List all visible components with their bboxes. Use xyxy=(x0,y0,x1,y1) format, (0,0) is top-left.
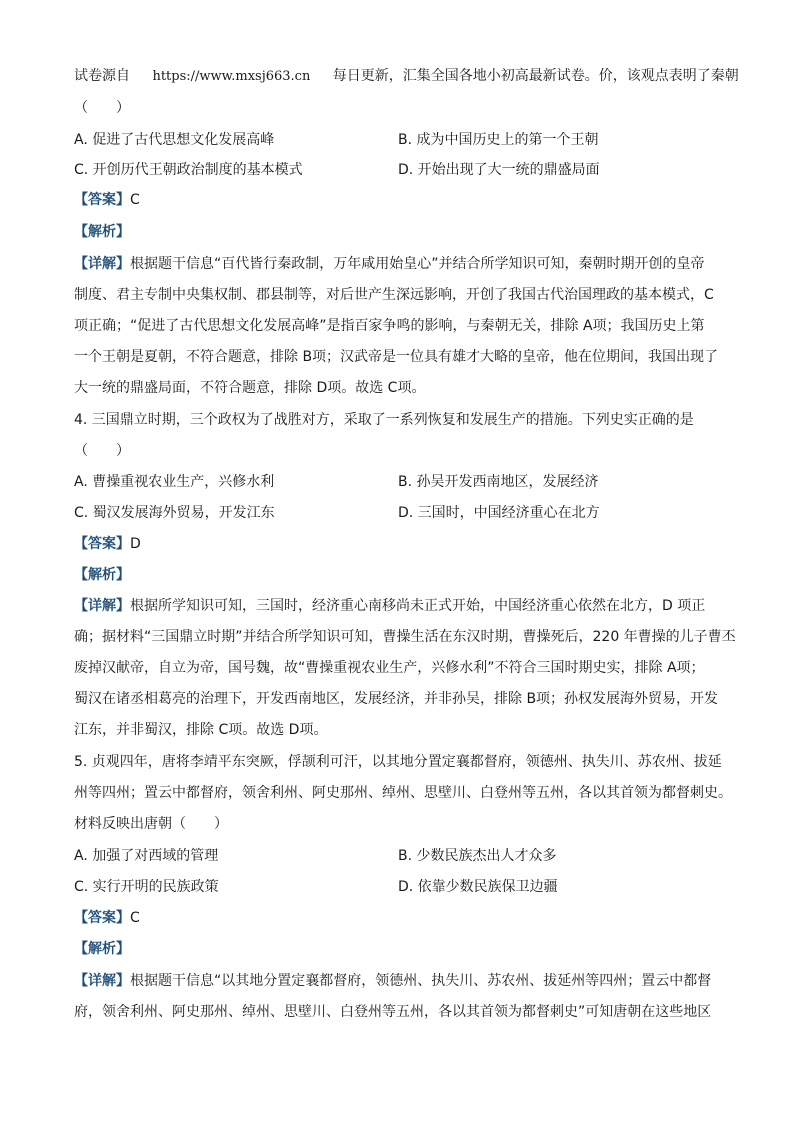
q5-answer xyxy=(74,908,140,928)
q4-detail-line: 江东，并非蜀汉，排除 C项。故选 D项。 xyxy=(74,722,328,738)
q4-answer-label: 【答案】 xyxy=(74,536,130,552)
q5-option-a: A. 加强了对西域的管理 xyxy=(74,848,219,864)
q3-option-a: A. 促进了古代思想文化发展高峰 xyxy=(74,132,275,148)
q4-option-d: D. 三国时，中国经济重心在北方 xyxy=(398,505,600,521)
q5-stem xyxy=(74,752,732,845)
q5-detail-label: 【详解】 xyxy=(74,973,130,989)
q5-option-c: C. 实行开明的民族政策 xyxy=(74,879,219,895)
q3-detail-line: 制度、君主专制中央集权制、郡县制等，对后世产生深远影响，开创了我国古代治国理政的基本模式，C xyxy=(74,287,714,303)
q4-analysis xyxy=(74,565,130,585)
q3-paren: （ ） xyxy=(74,100,130,116)
q5-detail-line: 府，领舍利州、阿史那州、绰州、思壁川、白登州等五州，各以其首领为都督刺史”可知唐朝在这些地区 xyxy=(74,1004,712,1020)
q3-detail xyxy=(74,254,724,409)
q3-answer-value: C xyxy=(130,192,140,208)
source-header xyxy=(74,66,739,87)
q5-analysis xyxy=(74,939,130,959)
q5-option-d: D. 依靠少数民族保卫边疆 xyxy=(398,879,558,895)
q5-option-b: B. 少数民族杰出人才众多 xyxy=(398,848,557,864)
source-url[interactable]: https://www.mxsj663.cn xyxy=(152,69,311,84)
q3-analysis xyxy=(74,222,130,242)
q4-stem: 4. 三国鼎立时期，三个政权为了战胜对方，采取了一系列恢复和发展生产的措施。下列史实正确的是 xyxy=(74,412,694,428)
q3-analysis-label: 【解析】 xyxy=(74,224,130,240)
q3-answer-label: 【答案】 xyxy=(74,192,130,208)
q4-detail-line: 废掉汉献帝，自立为帝，国号魏，故“曹操重视农业生产，兴修水利”不符合三国时期史实，排除 A项； xyxy=(74,660,705,676)
q3-detail-line: 【详解】根据题干信息“百代皆行秦政制，万年咸用始皇心”并结合所学知识可知，秦朝时期开创的皇帝 xyxy=(74,256,705,272)
q3-option-c: C. 开创历代王朝政治制度的基本模式 xyxy=(74,162,303,178)
q5-detail xyxy=(74,971,724,1033)
q5-analysis-label: 【解析】 xyxy=(74,941,130,957)
q4-analysis-label: 【解析】 xyxy=(74,567,130,583)
q4-answer xyxy=(74,534,141,554)
q5-stem-line: 5. 贞观四年，唐将李靖平东突厥，俘颉利可汗，以其地分置定襄都督府，领德州、执失川、苏农州、拔延 xyxy=(74,754,722,770)
header-tail: 每日更新，汇集全国各地小初高最新试卷。价，该观点表明了秦朝 xyxy=(332,68,739,84)
q3-detail-label: 【详解】 xyxy=(74,256,130,272)
q5-answer-label: 【答案】 xyxy=(74,910,130,926)
q4-detail-line: 蜀汉在诸丞相葛亮的治理下，开发西南地区，发展经济，并非孙吴，排除 B项；孙权发展海外贸易，开发 xyxy=(74,691,719,707)
q3-detail-line: 一个王朝是夏朝，不符合题意，排除 B项；汉武帝是一位具有雄才大略的皇帝，他在位期间，我国出现了 xyxy=(74,349,719,365)
q5-detail-line: 【详解】根据题干信息“以其地分置定襄都督府，领德州、执失川、苏农州、拔延州等四州；置云中都督 xyxy=(74,973,712,989)
q5-stem-line: 材料反映出唐朝（ ） xyxy=(74,816,228,832)
q3-detail-line: 项正确；“促进了古代思想文化发展高峰”是指百家争鸣的影响，与秦朝无关，排除 A项；我国历史上第 xyxy=(74,318,705,334)
q4-answer-value: D xyxy=(130,536,141,552)
q4-option-b: B. 孙吴开发西南地区，发展经济 xyxy=(398,474,599,490)
q4-detail-label: 【详解】 xyxy=(74,598,130,614)
q4-paren: （ ） xyxy=(74,443,130,459)
q4-option-a: A. 曹操重视农业生产，兴修水利 xyxy=(74,474,275,490)
q3-detail-line: 大一统的鼎盛局面，不符合题意，排除 D项。故选 C项。 xyxy=(74,380,426,396)
q3-answer xyxy=(74,190,140,210)
q4-detail-line: 确；据材料“三国鼎立时期”并结合所学知识可知，曹操生活在东汉时期，曹操死后，220 年曹操的儿子曹丕 xyxy=(74,629,736,645)
q4-detail-line: 【详解】根据所学知识可知，三国时，经济重心南移尚未正式开始，中国经济重心依然在北方，D 项正 xyxy=(74,598,706,614)
q3-option-d: D. 开始出现了大一统的鼎盛局面 xyxy=(398,162,600,178)
q5-stem-line: 州等四州；置云中都督府，领舍利州、阿史那州、绰州、思壁川、白登州等五州，各以其首领为都督刺史。 xyxy=(74,785,732,801)
q4-detail xyxy=(74,596,736,751)
q4-option-c: C. 蜀汉发展海外贸易，开发江东 xyxy=(74,505,275,521)
q5-answer-value: C xyxy=(130,910,140,926)
source-label: 试卷源自 xyxy=(74,68,130,84)
q3-option-b: B. 成为中国历史上的第一个王朝 xyxy=(398,132,599,148)
